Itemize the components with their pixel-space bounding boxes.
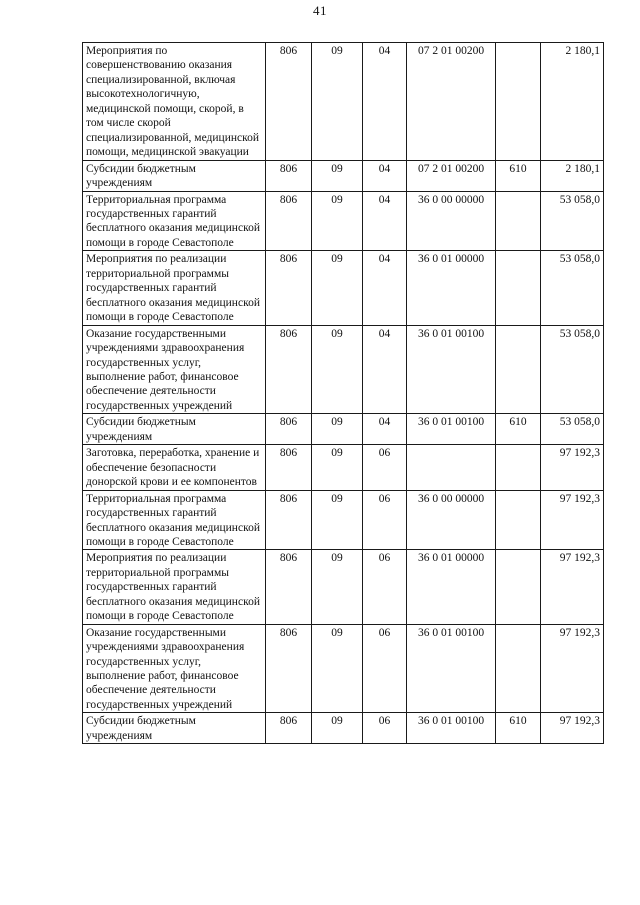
amount-cell: 53 058,0	[541, 414, 604, 445]
section-code-cell: 09	[312, 550, 363, 624]
section-code-cell: 09	[312, 445, 363, 490]
amount-cell: 97 192,3	[541, 445, 604, 490]
item-name-cell: Мероприятия по реализации территориальной программы государственных гарантий бесплатного оказания медицинской помощи в городе Севастополе	[83, 550, 266, 624]
grbs-code-cell: 806	[266, 624, 312, 713]
item-name-cell: Субсидии бюджетным учреждениям	[83, 160, 266, 191]
table-row	[83, 414, 604, 445]
grbs-code-cell: 806	[266, 251, 312, 325]
amount-cell: 97 192,3	[541, 490, 604, 550]
item-name-cell: Мероприятия по реализации территориальной программы государственных гарантий бесплатного оказания медицинской помощи в городе Севастополе	[83, 251, 266, 325]
subsection-code-cell: 04	[363, 43, 407, 161]
grbs-code-cell: 806	[266, 191, 312, 251]
grbs-code-cell: 806	[266, 325, 312, 414]
subsection-code-cell: 06	[363, 713, 407, 744]
table-row	[83, 445, 604, 490]
amount-cell: 53 058,0	[541, 251, 604, 325]
subsection-code-cell: 04	[363, 414, 407, 445]
table-row	[83, 160, 604, 191]
expense-type-cell	[496, 490, 541, 550]
section-code-cell: 09	[312, 160, 363, 191]
target-article-cell: 36 0 01 00100	[407, 325, 496, 414]
subsection-code-cell: 04	[363, 191, 407, 251]
amount-cell: 2 180,1	[541, 43, 604, 161]
expense-type-cell	[496, 445, 541, 490]
subsection-code-cell: 06	[363, 550, 407, 624]
target-article-cell: 36 0 00 00000	[407, 490, 496, 550]
expense-type-cell: 610	[496, 713, 541, 744]
budget-table	[82, 42, 604, 744]
subsection-code-cell: 04	[363, 251, 407, 325]
item-name-cell: Территориальная программа государственных гарантий бесплатного оказания медицинской помощи в городе Севастополе	[83, 191, 266, 251]
expense-type-cell	[496, 43, 541, 161]
expense-type-cell	[496, 550, 541, 624]
target-article-cell: 07 2 01 00200	[407, 43, 496, 161]
table-row	[83, 490, 604, 550]
grbs-code-cell: 806	[266, 445, 312, 490]
expense-type-cell	[496, 251, 541, 325]
section-code-cell: 09	[312, 43, 363, 161]
section-code-cell: 09	[312, 414, 363, 445]
expense-type-cell	[496, 624, 541, 713]
grbs-code-cell: 806	[266, 160, 312, 191]
grbs-code-cell: 806	[266, 713, 312, 744]
subsection-code-cell: 06	[363, 624, 407, 713]
expense-type-cell	[496, 325, 541, 414]
expense-type-cell: 610	[496, 414, 541, 445]
item-name-cell: Заготовка, переработка, хранение и обеспечение безопасности донорской крови и ее компонентов	[83, 445, 266, 490]
section-code-cell: 09	[312, 191, 363, 251]
section-code-cell: 09	[312, 713, 363, 744]
amount-cell: 2 180,1	[541, 160, 604, 191]
section-code-cell: 09	[312, 490, 363, 550]
subsection-code-cell: 04	[363, 160, 407, 191]
subsection-code-cell: 04	[363, 325, 407, 414]
amount-cell: 53 058,0	[541, 191, 604, 251]
target-article-cell: 36 0 01 00100	[407, 414, 496, 445]
table-row	[83, 43, 604, 161]
table-row	[83, 550, 604, 624]
grbs-code-cell: 806	[266, 490, 312, 550]
table-row	[83, 325, 604, 414]
target-article-cell: 36 0 01 00100	[407, 713, 496, 744]
section-code-cell: 09	[312, 624, 363, 713]
section-code-cell: 09	[312, 325, 363, 414]
target-article-cell: 36 0 01 00100	[407, 624, 496, 713]
item-name-cell: Оказание государственными учреждениями здравоохранения государственных услуг, выполнение работ, финансовое обеспечение деятельности государственных учреждений	[83, 624, 266, 713]
section-code-cell: 09	[312, 251, 363, 325]
target-article-cell	[407, 445, 496, 490]
amount-cell: 53 058,0	[541, 325, 604, 414]
grbs-code-cell: 806	[266, 43, 312, 161]
table-row	[83, 251, 604, 325]
grbs-code-cell: 806	[266, 414, 312, 445]
item-name-cell: Субсидии бюджетным учреждениям	[83, 713, 266, 744]
grbs-code-cell: 806	[266, 550, 312, 624]
table-row	[83, 624, 604, 713]
amount-cell: 97 192,3	[541, 550, 604, 624]
item-name-cell: Субсидии бюджетным учреждениям	[83, 414, 266, 445]
expense-type-cell	[496, 191, 541, 251]
table-row	[83, 713, 604, 744]
target-article-cell: 36 0 01 00000	[407, 550, 496, 624]
target-article-cell: 36 0 00 00000	[407, 191, 496, 251]
subsection-code-cell: 06	[363, 445, 407, 490]
item-name-cell: Мероприятия по совершенствованию оказания специализированной, включая высокотехнологичную, медицинской помощи, скорой, в том числе скорой специализированной, медицинской помощи, медицинской эвакуации	[83, 43, 266, 161]
amount-cell: 97 192,3	[541, 624, 604, 713]
subsection-code-cell: 06	[363, 490, 407, 550]
target-article-cell: 36 0 01 00000	[407, 251, 496, 325]
page-number: 41	[313, 3, 327, 18]
item-name-cell: Оказание государственными учреждениями здравоохранения государственных услуг, выполнение работ, финансовое обеспечение деятельности государственных учреждений	[83, 325, 266, 414]
item-name-cell: Территориальная программа государственных гарантий бесплатного оказания медицинской помощи в городе Севастополе	[83, 490, 266, 550]
target-article-cell: 07 2 01 00200	[407, 160, 496, 191]
amount-cell: 97 192,3	[541, 713, 604, 744]
table-row	[83, 191, 604, 251]
expense-type-cell: 610	[496, 160, 541, 191]
